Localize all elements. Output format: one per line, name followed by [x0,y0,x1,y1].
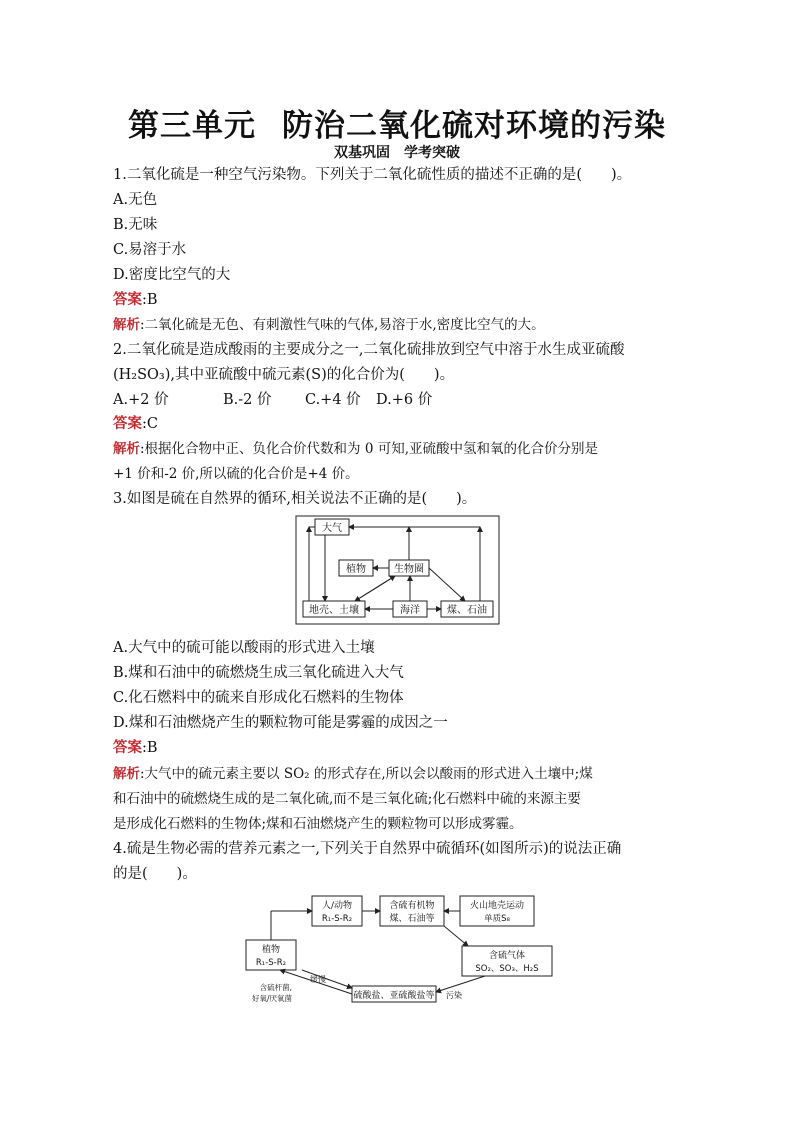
q2-option-c: C.+4 价 [305,392,361,408]
q2-options [113,390,432,410]
q3-answer [113,738,158,758]
svg-text:植物: 植物 [261,945,281,955]
q4-stem-line2: 的是( )。 [113,866,197,882]
node-plants [246,940,296,970]
svg-text:生物圈: 生物圈 [394,564,424,575]
svg-text:地壳、土壤: 地壳、土壤 [309,605,359,616]
svg-text:含硫有机物: 含硫有机物 [389,901,435,911]
q1-answer [113,290,158,310]
svg-text:煤、石油等: 煤、石油等 [389,914,435,924]
label-slow: 缓慢 [310,975,326,984]
analysis-text: :根据化合物中正、负化合价代数和为 0 可知,亚硫酸中氢和氧的化合价分别是 [140,441,599,457]
arrow-biosphere-to-fossil [429,568,465,601]
arrow-organics-to-gases [444,926,468,946]
svg-text:含硫气体: 含硫气体 [488,951,526,961]
svg-text:硫酸盐、亚硫酸盐等: 硫酸盐、亚硫酸盐等 [353,991,435,1001]
node-coal-oil [441,601,493,617]
label-pollution: 污染 [446,991,462,1000]
node-humans-animals [312,896,362,926]
answer-value: :B [142,292,158,308]
q1-option-d: D.密度比空气的大 [113,267,231,283]
sulfur-cycle-diagram-2 [240,890,560,1005]
node-sulfur-gases [462,946,552,976]
svg-text:单质S₈: 单质S₈ [484,914,510,924]
node-atmosphere [315,519,349,535]
q2-option-b: B.-2 价 [223,392,272,408]
answer-value: :C [142,416,158,432]
node-ocean [393,601,427,617]
q1-option-b: B.无味 [113,217,158,233]
node-plants [339,560,373,576]
arrow-crust-to-biosphere [355,576,395,601]
q4-stem-line1: 4.硫是生物必需的营养元素之一,下列关于自然界中硫循环(如图所示)的说法正确 [113,841,622,857]
svg-text:SO₂、SO₃、H₂S: SO₂、SO₃、H₂S [475,964,539,974]
q1-analysis [113,315,545,335]
node-crust-soil [303,601,365,617]
q1-stem: 1.二氧化硫是一种空气污染物。下列关于二氧化硫性质的描述不正确的是( )。 [113,167,632,183]
q2-analysis-line1 [113,439,598,459]
label-bacteria-2: 好氧/厌氧菌 [251,994,292,1003]
q2-option-d: D.+6 价 [376,392,433,408]
svg-text:火山地壳运动: 火山地壳运动 [469,901,525,911]
answer-label: 答案 [113,415,142,432]
q3-option-a: A.大气中的硫可能以酸雨的形式进入土壤 [113,640,375,656]
svg-text:植物: 植物 [346,564,366,575]
node-sulfur-organics [380,896,444,926]
analysis-label: 解析 [113,317,140,333]
page-title [0,100,794,145]
sulfur-cycle-diagram [295,515,500,625]
q2-stem-line1: 2.二氧化硫是造成酸雨的主要成分之一,二氧化硫排放到空气中溶于水生成亚硫酸 [113,342,625,358]
analysis-label: 解析 [113,766,140,782]
arrow-gases-to-sulfates [436,976,485,992]
q2-analysis-line2: +1 价和-2 价,所以硫的化合价是+4 价。 [113,466,359,482]
q3-option-d: D.煤和石油燃烧产生的颗粒物可能是雾霾的成因之一 [113,715,448,731]
q3-analysis-line1 [113,764,593,784]
q2-stem-line2: (H₂SO₃),其中亚硫酸中硫元素(S)的化合价为( )。 [113,367,455,383]
q3-option-b: B.煤和石油中的硫燃烧生成三氧化硫进入大气 [113,665,404,681]
title-topic: 防治二氧化硫对环境的污染 [282,108,666,144]
q2-answer [113,414,158,434]
q1-option-c: C.易溶于水 [113,242,187,258]
answer-value: :B [142,740,158,756]
section-subtitle: 双基巩固 学考突破 [334,145,460,161]
analysis-text: :大气中的硫元素主要以 SO₂ 的形式存在,所以会以酸雨的形式进入土壤中;煤 [140,766,593,782]
q3-option-c: C.化石燃料中的硫来自形成化石燃料的生物体 [113,690,404,706]
svg-text:R₁-S-R₂: R₁-S-R₂ [255,958,287,968]
answer-label: 答案 [113,739,142,756]
q3-stem: 3.如图是硫在自然界的循环,相关说法不正确的是( )。 [113,491,477,507]
svg-text:R₁-S-R₂: R₁-S-R₂ [321,914,353,924]
title-unit: 第三单元 [128,108,256,144]
node-biosphere [389,560,429,576]
svg-text:煤、石油: 煤、石油 [447,605,487,616]
q3-analysis-line3: 是形成化石燃料的生物体;煤和石油燃烧产生的颗粒物可以形成雾霾。 [113,816,523,832]
label-bacteria-1: 含硫杆菌, [259,983,292,992]
node-volcano [460,896,534,926]
svg-text:大气: 大气 [322,523,342,534]
analysis-label: 解析 [113,441,140,457]
answer-label: 答案 [113,291,142,308]
node-sulfates [352,986,436,1002]
q2-option-a: A.+2 价 [113,392,169,408]
svg-text:人/动物: 人/动物 [321,901,353,911]
q1-option-a: A.无色 [113,192,158,208]
q3-analysis-line2: 和石油中的硫燃烧生成的是二氧化硫,而不是三氧化硫;化石燃料中硫的来源主要 [113,791,581,807]
svg-text:海洋: 海洋 [400,605,420,616]
analysis-text: :二氧化硫是无色、有刺激性气味的气体,易溶于水,密度比空气的大。 [140,317,545,333]
